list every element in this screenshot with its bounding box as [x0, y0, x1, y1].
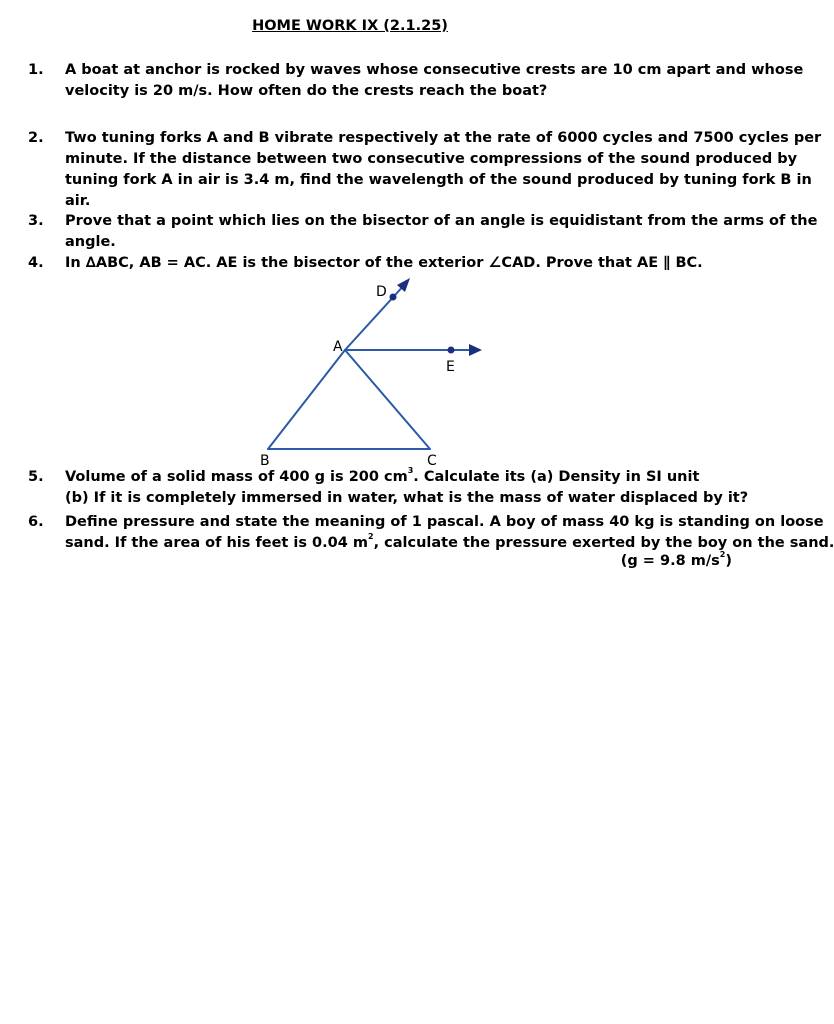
point-d [390, 294, 397, 301]
question-number: 5. [28, 469, 44, 485]
label-c: C [427, 453, 437, 469]
question-text-line: angle. [65, 234, 116, 250]
question-text-line: velocity is 20 m/s. How often do the crests reach the boat? [65, 83, 548, 99]
question-text-line: Define pressure and state the meaning of 1 pascal. A boy of mass 40 kg is standing on loose [65, 514, 824, 530]
question-number: 2. [28, 130, 44, 146]
question-text-line: minute. If the distance between two consecutive compressions of the sound produced by [65, 151, 798, 167]
label-d: D [376, 284, 387, 300]
label-e: E [446, 359, 455, 375]
question-text-line: Prove that a point which lies on the bisector of an angle is equidistant from the arms of the [65, 213, 818, 229]
question-5 [28, 467, 760, 509]
text-segment: (g = 9.8 m/s [620, 553, 720, 569]
label-a: A [333, 339, 343, 355]
question-text-line: A boat at anchor is rocked by waves whose consecutive crests are 10 cm apart and whose [65, 62, 804, 78]
question-text-line: In ∆ABC, AB = AC. AE is the bisector of the exterior ∠CAD. Prove that AE ∥ BC. [65, 255, 703, 271]
question-number: 3. [28, 213, 44, 229]
page-title: HOME WORK IX (2.1.25) [252, 18, 448, 34]
text-segment: . Calculate its (a) Density in SI unit [413, 469, 700, 485]
text-segment: , calculate the pressure exerted by the boy on the sand. [373, 535, 834, 551]
label-b: B [260, 453, 270, 469]
text-segment: ) [725, 553, 732, 569]
question-text-line [65, 467, 760, 488]
question-text-line: air. [65, 193, 91, 209]
superscript: 2 [719, 550, 726, 560]
question-text-line: tuning fork A in air is 3.4 m, find the wavelength of the sound produced by tuning fork B in [65, 172, 812, 188]
gravity-note [620, 550, 732, 569]
superscript: 3 [407, 466, 414, 476]
point-e [448, 347, 455, 354]
question-text-line: Two tuning forks A and B vibrate respectively at the rate of 6000 cycles and 7500 cycles per [65, 130, 822, 146]
question-number: 1. [28, 62, 44, 78]
question-6 [28, 512, 834, 554]
arrowhead-e [469, 344, 482, 356]
text-segment: Volume of a solid mass of 400 g is 200 cm [65, 469, 408, 485]
question-number: 4. [28, 255, 44, 271]
line-ac [345, 350, 430, 449]
text-segment: sand. If the area of his feet is 0.04 m [65, 535, 368, 551]
question-text-line [65, 532, 834, 554]
question-number: 6. [28, 514, 44, 530]
question-text-line: (b) If it is completely immersed in water, what is the mass of water displaced by it? [65, 490, 749, 506]
superscript: 2 [368, 532, 374, 542]
line-ab [268, 350, 345, 449]
